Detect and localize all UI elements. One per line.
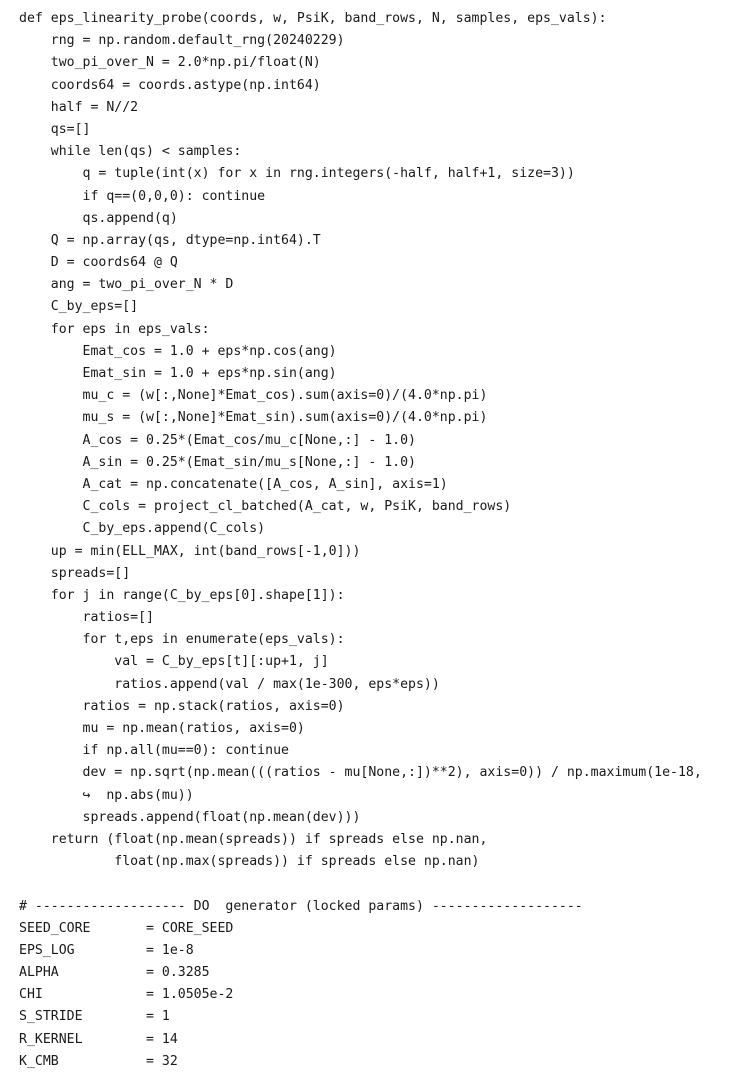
code-line: # ------------------- DO generator (locked params) ------------------- xyxy=(19,898,583,914)
code-line: mu_c = (w[:,None]*Emat_cos).sum(axis=0)/(4.0*np.pi) xyxy=(19,388,488,404)
code-line: ratios = np.stack(ratios, axis=0) xyxy=(19,698,345,714)
code-line: dev = np.sqrt(np.mean(((ratios - mu[None,:])**2), axis=0)) / np.maximum(1e-18, xyxy=(19,765,702,781)
code-line: A_cat = np.concatenate([A_cos, A_sin], axis=1) xyxy=(19,476,448,492)
code-line: K_CMB = 32 xyxy=(19,1053,178,1069)
code-line: Q = np.array(qs, dtype=np.int64).T xyxy=(19,232,321,248)
code-line: C_cols = project_cl_batched(A_cat, w, PsiK, band_rows) xyxy=(19,499,512,515)
code-line: C_by_eps.append(C_cols) xyxy=(19,521,266,537)
code-line: A_cos = 0.25*(Emat_cos/mu_c[None,:] - 1.0) xyxy=(19,432,416,448)
code-line: float(np.max(spreads)) if spreads else np.nan) xyxy=(19,854,480,870)
code-line: R_KERNEL = 14 xyxy=(19,1031,178,1047)
code-line: for eps in eps_vals: xyxy=(19,321,210,337)
code-line: ↪ np.abs(mu)) xyxy=(19,787,194,803)
code-line: half = N//2 xyxy=(19,99,139,115)
code-line: Emat_cos = 1.0 + eps*np.cos(ang) xyxy=(19,343,337,359)
code-line: C_by_eps=[] xyxy=(19,299,139,315)
code-line: qs=[] xyxy=(19,121,91,137)
code-line: def eps_linearity_probe(coords, w, PsiK, band_rows, N, samples, eps_vals): xyxy=(19,11,607,26)
code-line: for t,eps in enumerate(eps_vals): xyxy=(19,632,345,648)
code-listing xyxy=(19,8,702,1073)
code-line: two_pi_over_N = 2.0*np.pi/float(N) xyxy=(19,55,321,71)
code-line: A_sin = 0.25*(Emat_sin/mu_s[None,:] - 1.0) xyxy=(19,454,416,470)
code-line: rng = np.random.default_rng(20240229) xyxy=(19,33,345,49)
code-line: Emat_sin = 1.0 + eps*np.sin(ang) xyxy=(19,366,337,381)
code-line: D = coords64 @ Q xyxy=(19,255,178,271)
code-line: if np.all(mu==0): continue xyxy=(19,743,289,759)
code-line: ratios.append(val / max(1e-300, eps*eps)) xyxy=(19,676,440,692)
code-line: CHI = 1.0505e-2 xyxy=(19,987,234,1003)
code-line: for j in range(C_by_eps[0].shape[1]): xyxy=(19,587,345,603)
code-line: spreads.append(float(np.mean(dev))) xyxy=(19,809,361,825)
code-line: q = tuple(int(x) for x in rng.integers(-half, half+1, size=3)) xyxy=(19,166,575,182)
code-line: ratios=[] xyxy=(19,610,154,626)
code-line: ang = two_pi_over_N * D xyxy=(19,277,234,293)
code-line: ALPHA = 0.3285 xyxy=(19,965,210,981)
code-line: coords64 = coords.astype(np.int64) xyxy=(19,77,321,93)
code-line: qs.append(q) xyxy=(19,210,178,226)
code-line: while len(qs) < samples: xyxy=(19,144,242,160)
code-line: return (float(np.mean(spreads)) if spreads else np.nan, xyxy=(19,831,488,847)
blank-line xyxy=(19,873,702,895)
code-line: S_STRIDE = 1 xyxy=(19,1009,170,1025)
code-line: mu_s = (w[:,None]*Emat_sin).sum(axis=0)/(4.0*np.pi) xyxy=(19,410,488,426)
code-line: up = min(ELL_MAX, int(band_rows[-1,0])) xyxy=(19,543,361,559)
code-line: mu = np.mean(ratios, axis=0) xyxy=(19,721,305,736)
code-line: spreads=[] xyxy=(19,565,131,581)
code-line: if q==(0,0,0): continue xyxy=(19,188,266,204)
code-line: EPS_LOG = 1e-8 xyxy=(19,942,194,958)
code-line: val = C_by_eps[t][:up+1, j] xyxy=(19,654,329,670)
code-line: SEED_CORE = CORE_SEED xyxy=(19,920,234,936)
